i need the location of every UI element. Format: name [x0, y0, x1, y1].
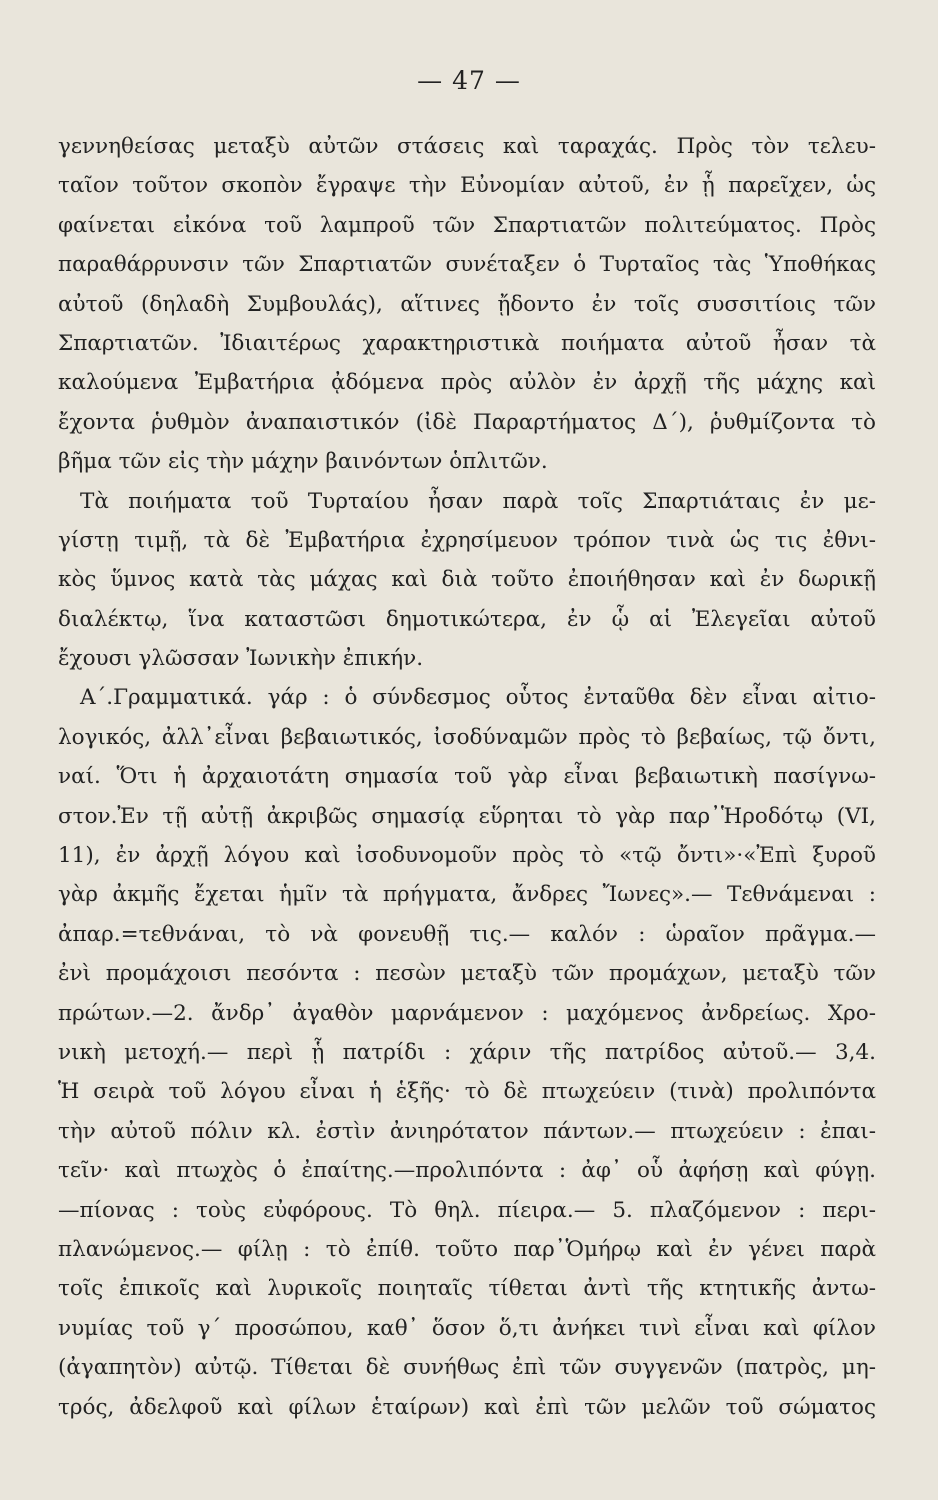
text-line: τρός, ἀδελφοῦ καὶ φίλων ἑταίρων) καὶ ἐπὶ τῶν μελῶν τοῦ σώματος [58, 1394, 876, 1420]
page-number: — 47 — [417, 66, 521, 95]
text-line: τὴν αὐτοῦ πόλιν κλ. ἐστὶν ἀνιηρότατον πάντων.— πτωχεύειν : ἐπαι- [58, 1118, 876, 1144]
text-line: γεννηθείσας μεταξὺ αὐτῶν στάσεις καὶ ταραχάς. Πρὸς τὸν τελευ- [58, 134, 876, 159]
text-line: (ἀγαπητὸν) αὐτῷ. Τίθεται δὲ συνήθως ἐπὶ τῶν συγγενῶν (πατρὸς, μη- [58, 1355, 876, 1381]
text-line: νικὴ μετοχή.— περὶ ᾗ πατρίδι : χάριν τῆς πατρίδος αὐτοῦ.— 3,4. [58, 1039, 876, 1065]
text-line: τοῖς ἐπικοῖς καὶ λυρικοῖς ποιηταῖς τίθεται ἀντὶ τῆς κτητικῆς ἀντω- [58, 1276, 876, 1302]
text-line: καλούμενα Ἐμβατήρια ᾀδόμενα πρὸς αὐλὸν ἐν ἀρχῇ τῆς μάχης καὶ [58, 370, 876, 396]
text-line: στον.Ἐν τῇ αὐτῇ ἀκριβῶς σημασίᾳ εὕρηται τὸ γὰρ παρ᾽Ἡροδότῳ (VI, [58, 803, 876, 829]
text-line: Σπαρτιατῶν. Ἰδιαιτέρως χαρακτηριστικὰ ποιήματα αὐτοῦ ἦσαν τὰ [58, 330, 876, 356]
text-line: ἔχοντα ῥυθμὸν ἀναπαιστικόν (ἰδὲ Παραρτήματος Δ΄), ῥυθμίζοντα τὸ [58, 409, 876, 435]
body-text [58, 127, 876, 1427]
text-line: τεῖν· καὶ πτωχὸς ὁ ἐπαίτης.—προλιπόντα : ἀφ᾽ οὗ ἀφήσῃ καὶ φύγῃ. [58, 1158, 876, 1184]
text-line: ναί. Ὅτι ἡ ἀρχαιοτάτη σημασία τοῦ γὰρ εἶναι βεβαιωτικὴ πασίγνω- [58, 764, 876, 790]
text-line: Ἡ σειρὰ τοῦ λόγου εἶναι ἡ ἑξῆς· τὸ δὲ πτωχεύειν (τινὰ) προλιπόντα [58, 1079, 876, 1105]
text-line: παραθάρρυνσιν τῶν Σπαρτιατῶν συνέταξεν ὁ Τυρταῖος τὰς Ὑποθήκας [58, 252, 876, 278]
text-line: ἀπαρ.=τεθνάναι, τὸ νὰ φονευθῇ τις.— καλόν : ὡραῖον πρᾶγμα.— [58, 921, 876, 947]
text-line: πλανώμενος.— φίλῃ : τὸ ἐπίθ. τοῦτο παρ᾽Ὁμήρῳ καὶ ἐν γένει παρὰ [58, 1236, 876, 1262]
text-line: Α΄.Γραμματικά. γάρ : ὁ σύνδεσμος οὗτος ἐνταῦθα δὲν εἶναι αἰτιο- [80, 685, 876, 711]
text-line: γίστῃ τιμῇ, τὰ δὲ Ἐμβατήρια ἐχρησίμευον τρόπον τινὰ ὡς τις ἐθνι- [58, 527, 876, 553]
text-line: λογικός, ἀλλ᾽εἶναι βεβαιωτικός, ἰσοδύναμῶν πρὸς τὸ βεβαίως, τῷ ὄντι, [58, 724, 876, 750]
text-line: βῆμα τῶν εἰς τὴν μάχην βαινόντων ὁπλιτῶν. [58, 449, 548, 475]
text-line: πρώτων.—2. ἄνδρ᾽ ἀγαθὸν μαρνάμενον : μαχόμενος ἀνδρείως. Χρο- [58, 1000, 876, 1026]
text-line: νυμίας τοῦ γ΄ προσώπου, καθ᾽ ὅσον ὅ,τι ἀνήκει τινὶ εἶναι καὶ φίλον [58, 1315, 876, 1341]
text-line: ἐνὶ προμάχοισι πεσόντα : πεσὼν μεταξὺ τῶν προμάχων, μεταξὺ τῶν [58, 961, 876, 987]
text-line: —πίονας : τοὺς εὐφόρους. Τὸ θηλ. πίειρα.— 5. πλαζόμενον : περι- [58, 1197, 876, 1223]
text-line: Τὰ ποιήματα τοῦ Τυρταίου ἦσαν παρὰ τοῖς Σπαρτιάταις ἐν με- [80, 488, 876, 514]
text-line: γὰρ ἀκμῆς ἔχεται ἡμῖν τὰ πρήγματα, ἄνδρες Ἴωνες».— Τεθνάμεναι : [58, 882, 876, 908]
text-line: κὸς ὕμνος κατὰ τὰς μάχας καὶ διὰ τοῦτο ἐποιήθησαν καὶ ἐν δωρικῇ [58, 567, 876, 593]
text-line: αὐτοῦ (δηλαδὴ Συμβουλάς), αἵτινες ᾔδοντο ἐν τοῖς συσσιτίοις τῶν [58, 291, 876, 317]
text-line: φαίνεται εἰκόνα τοῦ λαμπροῦ τῶν Σπαρτιατῶν πολιτεύματος. Πρὸς [58, 212, 876, 238]
text-line: διαλέκτῳ, ἵνα καταστῶσι δημοτικώτερα, ἐν ᾧ αἱ Ἐλεγεῖαι αὐτοῦ [58, 606, 876, 632]
text-line: ἔχουσι γλῶσσαν Ἰωνικὴν ἐπικήν. [58, 646, 424, 672]
text-line: 11), ἐν ἀρχῇ λόγου καὶ ἰσοδυνομοῦν πρὸς τὸ «τῷ ὄντι»·«Ἐπὶ ξυροῦ [58, 843, 876, 869]
text-line: ταῖον τοῦτον σκοπὸν ἔγραψε τὴν Εὐνομίαν αὐτοῦ, ἐν ᾗ παρεῖχεν, ὡς [58, 173, 876, 199]
